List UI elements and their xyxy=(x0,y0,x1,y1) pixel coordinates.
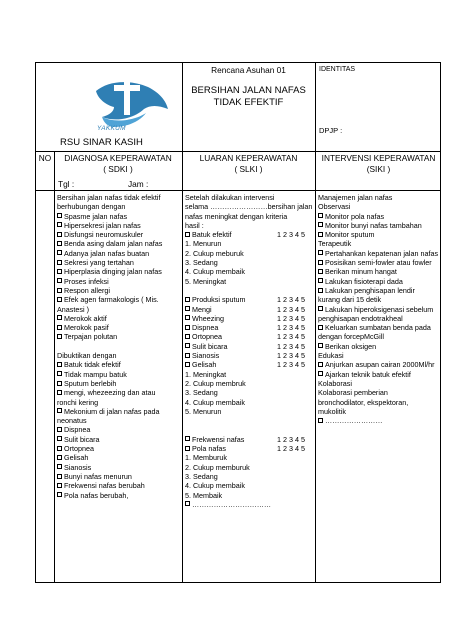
checkbox-icon[interactable] xyxy=(57,260,62,265)
checkbox-icon[interactable] xyxy=(57,278,62,283)
checkbox-icon[interactable] xyxy=(185,446,190,451)
luaran-text: 2. Cukup membruk xyxy=(185,378,246,388)
logo-block xyxy=(36,63,182,151)
intervensi-text: Kolaborasi xyxy=(318,378,352,388)
intervensi-item xyxy=(318,267,438,276)
diagnosa-sub: ( SDKI ) xyxy=(103,164,133,174)
checkbox-icon[interactable] xyxy=(57,315,62,320)
checkbox-icon[interactable] xyxy=(57,222,62,227)
diagnosa-text: Mekonium di jalan nafas pada xyxy=(64,406,160,416)
luaran-list xyxy=(185,193,311,509)
intervensi-item xyxy=(318,323,438,332)
diagnosa-text: Tidak mampu batuk xyxy=(64,369,127,379)
diagnosa-item xyxy=(57,360,162,369)
diagnosa-text: Hipersekresi jalan nafas xyxy=(64,220,141,230)
no-header-label: NO xyxy=(38,153,52,163)
luaran-text: 3. Sedang xyxy=(185,471,218,481)
plan-title-block xyxy=(182,63,315,151)
diagnosa-item xyxy=(57,379,162,388)
luaran-text: 3. Sedang xyxy=(185,258,218,268)
intervensi-item xyxy=(318,305,438,314)
diagnosa-text: Dibuktikan dengan xyxy=(57,351,117,361)
checkbox-icon[interactable] xyxy=(318,222,323,227)
diagnosa-text: mengi, whezeezing dan atau xyxy=(64,388,156,398)
score-scale: 1 2 3 4 5 xyxy=(277,230,305,240)
luaran-text: Setelah dilakukan intervensi xyxy=(185,193,275,202)
intervensi-item xyxy=(318,351,438,360)
intervensi-item xyxy=(318,332,438,341)
no-header xyxy=(36,151,54,190)
luaran-text: 4. Cukup membaik xyxy=(185,267,245,277)
checkbox-icon[interactable] xyxy=(318,278,323,283)
luaran-item xyxy=(185,332,305,341)
checkbox-icon[interactable] xyxy=(57,436,62,441)
luaran-text: Sianosis xyxy=(192,351,220,361)
diagnosa-text: Batuk tidak efektif xyxy=(64,360,121,370)
checkbox-icon[interactable] xyxy=(185,362,190,367)
luaran-item xyxy=(185,379,305,388)
checkbox-icon[interactable] xyxy=(185,334,190,339)
diagnosa-text: Frekwensi nafas berubah xyxy=(64,481,145,491)
luaran-text: 1. Meningkat xyxy=(185,369,227,379)
luaran-sub: ( SLKI ) xyxy=(234,164,263,174)
luaran-item xyxy=(185,221,305,230)
checkbox-icon[interactable] xyxy=(318,232,323,237)
intervensi-text: dengan forcepMcGill xyxy=(318,332,384,342)
identity-label: IDENTITAS xyxy=(319,66,356,73)
checkbox-icon[interactable] xyxy=(318,325,323,330)
score-scale: 1 2 3 4 5 xyxy=(277,332,305,342)
luaran-text: 5. Membaik xyxy=(185,490,223,500)
diagnosa-item xyxy=(57,481,162,490)
intervensi-item xyxy=(318,239,438,248)
intervensi-text: bronchodilator, ekspektoran, xyxy=(318,397,409,407)
intervensi-item xyxy=(318,388,438,397)
intervensi-item xyxy=(318,258,438,267)
luaran-item xyxy=(185,193,305,202)
intervensi-text: Keluarkan sumbatan benda pada xyxy=(325,323,431,333)
diagnosa-header xyxy=(54,151,182,190)
checkbox-icon[interactable] xyxy=(57,297,62,302)
checkbox-icon[interactable] xyxy=(318,269,323,274)
checkbox-icon[interactable] xyxy=(57,408,62,413)
intervensi-column xyxy=(315,193,442,583)
checkbox-icon[interactable] xyxy=(57,474,62,479)
score-scale: 1 2 3 4 5 xyxy=(277,295,305,305)
checkbox-icon[interactable] xyxy=(318,213,323,218)
diagnosa-item xyxy=(57,221,162,230)
intervensi-item xyxy=(318,286,438,295)
intervensi-item xyxy=(318,398,438,407)
luaran-item xyxy=(185,239,305,248)
diagnosa-text: Disfungsi neuromuskuler xyxy=(64,230,144,240)
luaran-text: 1. Memburuk xyxy=(185,453,227,463)
luaran-text: Ortopnea xyxy=(192,332,222,342)
intervensi-text: Observasi xyxy=(318,202,351,212)
checkbox-icon[interactable] xyxy=(57,427,62,432)
intervensi-item xyxy=(318,221,438,230)
checkbox-icon[interactable] xyxy=(318,288,323,293)
diagnosa-text: Bunyi nafas menurun xyxy=(64,471,132,481)
diagnosa-item xyxy=(57,416,162,425)
score-scale: 1 2 3 4 5 xyxy=(277,323,305,333)
luaran-item xyxy=(185,267,305,276)
intervensi-item xyxy=(318,314,438,323)
plan-label: Rencana Asuhan 01 xyxy=(211,65,286,75)
luaran-text: Frekwensi nafas xyxy=(192,434,245,444)
diagnosis-title-line1: BERSIHAN JALAN NAFAS xyxy=(191,85,306,96)
luaran-text: Gelisah xyxy=(192,360,217,370)
checkbox-icon[interactable] xyxy=(57,455,62,460)
intervensi-item xyxy=(318,360,438,369)
luaran-text: Dispnea xyxy=(192,323,219,333)
intervensi-text: Terapeutik xyxy=(318,239,352,249)
diagnosa-item xyxy=(57,305,162,314)
checkbox-icon[interactable] xyxy=(57,288,62,293)
diagnosa-item xyxy=(57,444,162,453)
luaran-item xyxy=(185,314,305,323)
diagnosa-text: Respon allergi xyxy=(64,285,110,295)
checkbox-icon[interactable] xyxy=(185,306,190,311)
intervensi-item xyxy=(318,370,438,379)
luaran-item xyxy=(185,277,305,286)
tgl-label: Tgl : xyxy=(58,179,75,189)
checkbox-icon[interactable] xyxy=(57,250,62,255)
checkbox-icon[interactable] xyxy=(185,232,190,237)
luaran-title: LUARAN KEPERAWATAN xyxy=(199,153,298,163)
score-scale: 1 2 3 4 5 xyxy=(277,304,305,314)
luaran-item xyxy=(185,286,305,295)
diagnosa-item xyxy=(57,193,162,202)
intervensi-sub: (SIKI ) xyxy=(366,164,391,174)
luaran-item xyxy=(185,202,313,212)
intervensi-text: Lakukan hiperoksigenasi sebelum xyxy=(325,304,434,314)
diagnosa-item xyxy=(57,388,162,397)
intervensi-list xyxy=(318,193,438,425)
intervensi-text: Ajarkan teknik batuk efektif xyxy=(325,369,411,379)
diagnosa-item xyxy=(57,370,162,379)
luaran-item xyxy=(185,370,305,379)
diagnosa-text: Bersihan jalan nafas tidak efektif xyxy=(57,193,161,202)
intervensi-item xyxy=(318,407,438,416)
score-scale: 1 2 3 4 5 xyxy=(277,341,305,351)
luaran-item xyxy=(185,388,305,397)
checkbox-icon[interactable] xyxy=(57,371,62,376)
dpjp-label: DPJP : xyxy=(319,126,343,135)
score-scale: 1 2 3 4 5 xyxy=(277,434,305,444)
checkbox-icon[interactable] xyxy=(57,269,62,274)
diagnosa-text: Sulit bicara xyxy=(64,434,100,444)
checkbox-icon[interactable] xyxy=(318,260,323,265)
diagnosa-text: Pola nafas berubah, xyxy=(64,490,129,500)
score-scale: 1 2 3 4 5 xyxy=(277,351,305,361)
checkbox-icon[interactable] xyxy=(318,418,323,423)
intervensi-text: Kolaborasi pemberian xyxy=(318,388,388,398)
diagnosa-item xyxy=(57,212,162,221)
diagnosa-item xyxy=(57,230,162,239)
score-scale: 1 2 3 4 5 xyxy=(277,360,305,370)
luaran-item xyxy=(185,472,305,481)
intervensi-item xyxy=(318,212,438,221)
checkbox-icon[interactable] xyxy=(185,353,190,358)
diagnosa-text: Sekresi yang tertahan xyxy=(64,258,134,268)
intervensi-item xyxy=(318,230,438,239)
intervensi-item xyxy=(318,202,438,211)
diagnosa-text: Merokok pasif xyxy=(64,323,109,333)
diagnosa-text: Sputum berlebih xyxy=(64,378,117,388)
checkbox-icon[interactable] xyxy=(57,483,62,488)
checkbox-icon[interactable] xyxy=(318,362,323,367)
intervensi-text: Lakukan penghisapan lendir xyxy=(325,285,415,295)
luaran-text: 1. Menurun xyxy=(185,239,222,249)
diagnosa-item xyxy=(57,425,162,434)
checkbox-icon[interactable] xyxy=(185,297,190,302)
score-scale: 1 2 3 4 5 xyxy=(277,444,305,454)
hospital-name: RSU SINAR KASIH xyxy=(60,137,143,148)
luaran-header xyxy=(182,151,315,190)
diagnosa-item xyxy=(57,258,162,267)
diagnosa-column xyxy=(54,193,182,583)
luaran-text: Wheezing xyxy=(192,313,224,323)
intervensi-text: Berikan oksigen xyxy=(325,341,377,351)
luaran-text: 3. Sedang xyxy=(185,388,218,398)
diagnosa-item xyxy=(57,398,162,407)
luaran-item xyxy=(185,435,305,444)
diagnosa-item xyxy=(57,249,162,258)
intervensi-item xyxy=(318,193,438,202)
intervensi-text: Pertahankan kepatenan jalan nafas xyxy=(325,248,439,258)
luaran-item xyxy=(185,305,305,314)
luaran-text: Sulit bicara xyxy=(192,341,228,351)
diagnosa-text: Proses infeksi xyxy=(64,276,109,286)
luaran-item xyxy=(185,323,305,332)
luaran-text: Produksi sputum xyxy=(192,295,246,305)
luaran-item xyxy=(185,444,305,453)
diagnosa-item xyxy=(57,472,162,481)
diagnosa-text: Anastesi ) xyxy=(57,304,89,314)
luaran-text: 5. Meningkat xyxy=(185,276,227,286)
diagnosa-text: Efek agen farmakologis ( Mis. xyxy=(64,295,159,305)
luaran-text: nafas meningkat dengan kriteria xyxy=(185,211,288,221)
luaran-item xyxy=(185,481,305,490)
diagnosa-text: berhubungan dengan xyxy=(57,202,126,212)
luaran-text: hasil : xyxy=(185,220,204,230)
checkbox-icon[interactable] xyxy=(57,213,62,218)
checkbox-icon[interactable] xyxy=(57,390,62,395)
intervensi-text: Monitor pola nafas xyxy=(325,211,385,221)
luaran-item xyxy=(185,351,305,360)
luaran-text: 2. Cukup meburuk xyxy=(185,248,244,258)
care-plan-table xyxy=(35,62,441,583)
diagnosa-item xyxy=(57,463,162,472)
checkbox-icon[interactable] xyxy=(185,325,190,330)
luaran-item xyxy=(185,360,305,369)
diagnosa-item xyxy=(57,239,162,248)
luaran-text: 5. Menurun xyxy=(185,406,222,416)
intervensi-item xyxy=(318,277,438,286)
checkbox-icon[interactable] xyxy=(57,381,62,386)
checkbox-icon[interactable] xyxy=(57,325,62,330)
luaran-text: Pola nafas xyxy=(192,444,226,454)
luaran-item xyxy=(185,453,305,462)
luaran-text: …………………………… xyxy=(192,499,272,509)
diagnosa-text: Benda asing dalam jalan nafas xyxy=(64,239,163,249)
luaran-item xyxy=(185,416,305,425)
diagnosa-text: Sianosis xyxy=(64,462,92,472)
luaran-item xyxy=(185,407,305,416)
intervensi-text: Posisikan semi-fowler atau fowler xyxy=(325,258,432,268)
intervensi-text: Edukasi xyxy=(318,351,344,361)
intervensi-text: penghisapan endotrakheal xyxy=(318,313,403,323)
diagnosa-item xyxy=(57,491,162,500)
luaran-item xyxy=(185,500,305,509)
intervensi-text: Anjurkan asupan cairan 2000Ml/hr xyxy=(325,360,435,370)
luaran-column xyxy=(182,193,315,583)
diagnosa-list xyxy=(57,193,162,500)
checkbox-icon[interactable] xyxy=(318,306,323,311)
diagnosa-item xyxy=(57,342,162,351)
intervensi-text: Monitor sputum xyxy=(325,230,375,240)
checkbox-icon[interactable] xyxy=(318,371,323,376)
luaran-text: selama ……………………bersihan jalan xyxy=(185,202,313,212)
luaran-item xyxy=(185,425,305,434)
intervensi-text: Manajemen jalan nafas xyxy=(318,193,393,202)
checkbox-icon[interactable] xyxy=(185,315,190,320)
diagnosa-text: Adanya jalan nafas buatan xyxy=(64,248,150,258)
diagnosis-title-line2: TIDAK EFEKTIF xyxy=(213,97,284,108)
intervensi-text: Berikan minum hangat xyxy=(325,267,397,277)
luaran-item xyxy=(185,212,305,221)
luaran-item xyxy=(185,342,305,351)
diagnosa-text: Spasme jalan nafas xyxy=(64,211,128,221)
intervensi-text: Lakukan fisioterapi dada xyxy=(325,276,403,286)
score-scale: 1 2 3 4 5 xyxy=(277,313,305,323)
intervensi-item xyxy=(318,295,438,304)
intervensi-text: kurang dari 15 detik xyxy=(318,295,382,305)
diagnosa-text: Dispnea xyxy=(64,425,91,435)
checkbox-icon[interactable] xyxy=(57,241,62,246)
checkbox-icon[interactable] xyxy=(185,436,190,441)
checkbox-icon[interactable] xyxy=(57,464,62,469)
checkbox-icon[interactable] xyxy=(57,492,62,497)
diagnosa-item xyxy=(57,323,162,332)
intervensi-item xyxy=(318,416,438,425)
diagnosa-item xyxy=(57,453,162,462)
diagnosa-item xyxy=(57,267,162,276)
diagnosa-text: Ortopnea xyxy=(64,444,94,454)
luaran-text: Batuk efektif xyxy=(192,230,232,240)
diagnosa-text: Gelisah xyxy=(64,453,89,463)
intervensi-title: INTERVENSI KEPERAWATAN xyxy=(321,153,436,163)
identity-block xyxy=(315,63,442,151)
luaran-item xyxy=(185,491,305,500)
diagnosa-text: Merokok aktif xyxy=(64,313,107,323)
checkbox-icon[interactable] xyxy=(185,501,190,506)
luaran-text: 4. Cukup membaik xyxy=(185,397,245,407)
luaran-text: 4. Cukup membaik xyxy=(185,481,245,491)
diagnosa-item xyxy=(57,202,162,211)
diagnosa-item xyxy=(57,295,162,304)
diagnosa-title: DIAGNOSA KEPERAWATAN xyxy=(64,153,172,163)
diagnosa-item xyxy=(57,351,162,360)
diagnosa-item xyxy=(57,277,162,286)
intervensi-item xyxy=(318,379,438,388)
luaran-item xyxy=(185,258,305,267)
diagnosa-text: Terpajan polutan xyxy=(64,332,118,342)
intervensi-item xyxy=(318,249,438,258)
intervensi-header xyxy=(315,151,442,190)
intervensi-text: …………………… xyxy=(325,416,383,426)
checkbox-icon[interactable] xyxy=(57,362,62,367)
luaran-item xyxy=(185,295,305,304)
luaran-item xyxy=(185,463,305,472)
diagnosa-item xyxy=(57,407,162,416)
checkbox-icon[interactable] xyxy=(318,250,323,255)
diagnosa-text: neonatus xyxy=(57,416,87,426)
intervensi-text: Monitor bunyi nafas tambahan xyxy=(325,220,422,230)
intervensi-text: mukolitik xyxy=(318,406,346,416)
luaran-item xyxy=(185,249,305,258)
luaran-text: 2. Cukup memburuk xyxy=(185,462,250,472)
diagnosa-item xyxy=(57,314,162,323)
luaran-item xyxy=(185,398,305,407)
diagnosa-item xyxy=(57,286,162,295)
diagnosa-item xyxy=(57,435,162,444)
diagnosa-text: ronchi kering xyxy=(57,397,99,407)
checkbox-icon[interactable] xyxy=(57,446,62,451)
diagnosa-item xyxy=(57,332,162,341)
logo-text: YAKKUM xyxy=(97,125,126,132)
intervensi-item xyxy=(318,342,438,351)
diagnosa-text: Hiperplasia dinging jalan nafas xyxy=(64,267,162,277)
jam-label: Jam : xyxy=(128,179,149,189)
checkbox-icon[interactable] xyxy=(318,343,323,348)
luaran-item xyxy=(185,230,305,239)
column-header-divider xyxy=(36,190,440,191)
checkbox-icon[interactable] xyxy=(57,232,62,237)
luaran-text: Mengi xyxy=(192,304,212,314)
checkbox-icon[interactable] xyxy=(185,343,190,348)
checkbox-icon[interactable] xyxy=(57,334,62,339)
